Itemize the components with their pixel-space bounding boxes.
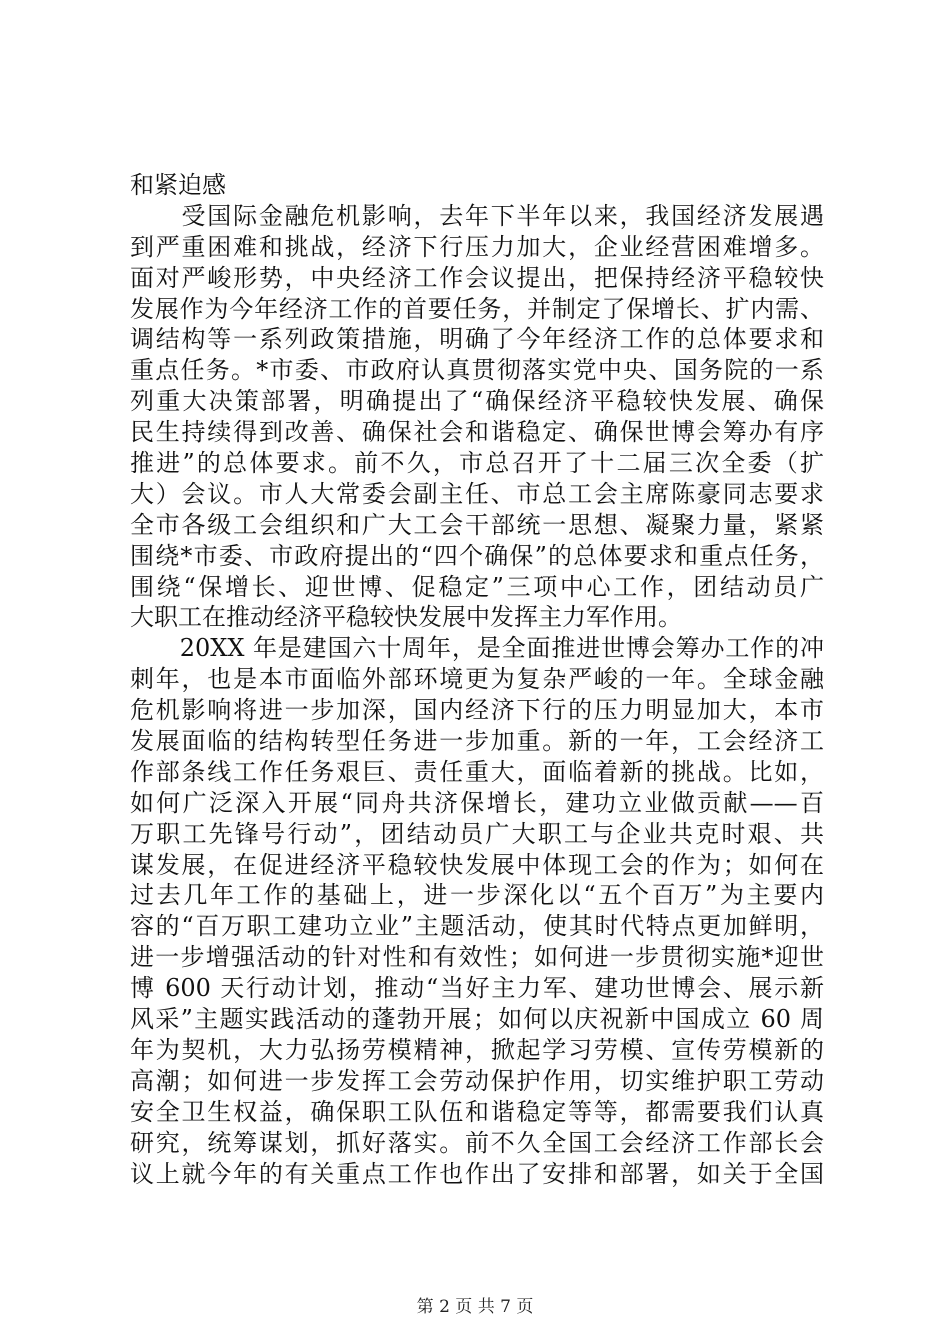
text-line: 安全卫生权益，确保职工队伍和谐稳定等等，都需要我们认真	[130, 1097, 824, 1126]
text-line: 发展作为今年经济工作的首要任务，并制定了保增长、扩内需、	[130, 294, 824, 323]
text-line: 过去几年工作的基础上，进一步深化以“五个百万”为主要内	[130, 881, 824, 910]
text-line: 大）会议。市人大常委会副主任、市总工会主席陈豪同志要求	[130, 479, 824, 508]
text-line: 20XX 年是建国六十周年，是全面推进世博会筹办工作的冲	[130, 634, 824, 663]
text-line: 议上就今年的有关重点工作也作出了安排和部署，如关于全国	[130, 1159, 824, 1188]
text-line: 高潮；如何进一步发挥工会劳动保护作用，切实维护职工劳动	[130, 1066, 824, 1095]
text-line: 受国际金融危机影响，去年下半年以来，我国经济发展遇	[130, 201, 824, 230]
text-line: 风采”主题实践活动的蓬勃开展；如何以庆祝新中国成立 60 周	[130, 1005, 824, 1034]
text-line: 作部条线工作任务艰巨、责任重大，面临着新的挑战。比如，	[130, 757, 824, 786]
text-line: 年为契机，大力弘扬劳模精神，掀起学习劳模、宣传劳模新的	[130, 1035, 824, 1064]
text-line: 进一步增强活动的针对性和有效性；如何进一步贯彻实施*迎世	[130, 943, 824, 972]
text-line: 如何广泛深入开展“同舟共济保增长，建功立业做贡献——百	[130, 788, 824, 817]
text-line: 和紧迫感	[130, 171, 226, 199]
text-line: 危机影响将进一步加深，国内经济下行的压力明显加大，本市	[130, 696, 824, 725]
text-line: 重点任务。*市委、市政府认真贯彻落实党中央、国务院的一系	[130, 356, 824, 385]
text-line: 到严重困难和挑战，经济下行压力加大，企业经营困难增多。	[130, 232, 824, 261]
text-line: 发展面临的结构转型任务进一步加重。新的一年，工会经济工	[130, 727, 824, 756]
text-line: 研究，统筹谋划，抓好落实。前不久全国工会经济工作部长会	[130, 1128, 824, 1157]
text-line: 万职工先锋号行动”，团结动员广大职工与企业共克时艰、共	[130, 819, 824, 848]
text-line: 围绕“保增长、迎世博、促稳定”三项中心工作，团结动员广	[130, 572, 824, 601]
page-footer: 第 2 页 共 7 页	[416, 1297, 534, 1317]
text-line: 谋发展，在促进经济平稳较快发展中体现工会的作为；如何在	[130, 850, 824, 879]
text-line: 推进”的总体要求。前不久，市总召开了十二届三次全委（扩	[130, 449, 824, 478]
text-line: 容的“百万职工建功立业”主题活动，使其时代特点更加鲜明，	[130, 912, 824, 941]
text-line: 面对严峻形势，中央经济工作会议提出，把保持经济平稳较快	[130, 263, 824, 292]
text-line: 围绕*市委、市政府提出的“四个确保”的总体要求和重点任务，	[130, 541, 824, 570]
text-line: 民生持续得到改善、确保社会和谐稳定、确保世博会筹办有序	[130, 418, 824, 447]
document-body	[130, 170, 824, 1189]
text-line: 调结构等一系列政策措施，明确了今年经济工作的总体要求和	[130, 325, 824, 354]
text-line: 博 600 天行动计划，推动“当好主力军、建功世博会、展示新	[130, 974, 824, 1003]
text-line: 列重大决策部署，明确提出了“确保经济平稳较快发展、确保	[130, 387, 824, 416]
text-line: 大职工在推动经济平稳较快发展中发挥主力军作用。	[130, 603, 682, 632]
text-line: 刺年，也是本市面临外部环境更为复杂严峻的一年。全球金融	[130, 665, 824, 694]
text-line: 全市各级工会组织和广大工会干部统一思想、凝聚力量，紧紧	[130, 510, 824, 539]
